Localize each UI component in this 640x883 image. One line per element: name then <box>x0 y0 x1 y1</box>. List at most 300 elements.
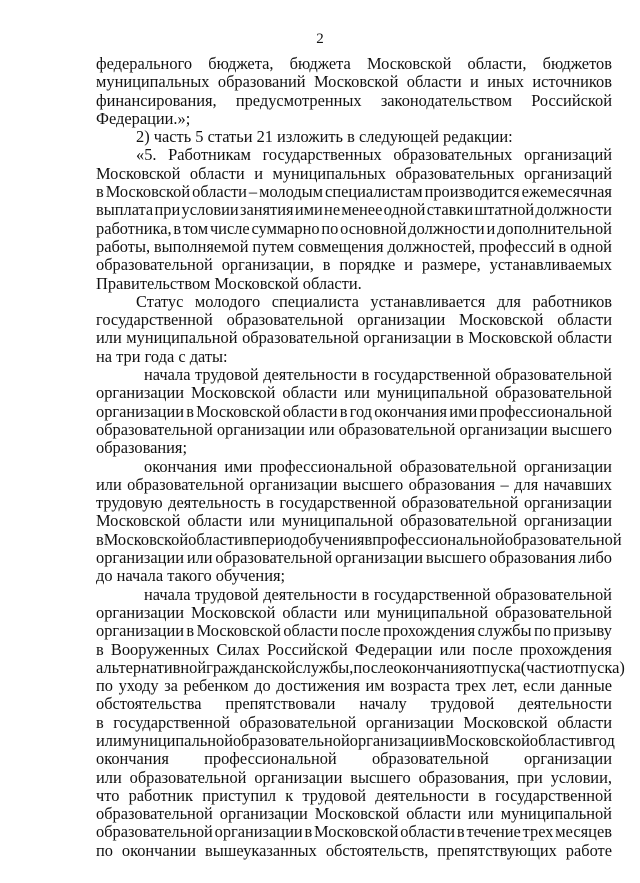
text-line <box>96 622 612 640</box>
word: год <box>592 730 615 750</box>
word: должности <box>535 200 612 220</box>
word: области <box>283 621 339 641</box>
word: организации <box>349 730 438 750</box>
text-line <box>96 695 612 713</box>
word: ими <box>224 456 253 476</box>
word: образования <box>408 474 496 494</box>
word: в <box>558 236 567 256</box>
word: источников <box>532 72 612 92</box>
word: в <box>304 822 313 842</box>
word: Московской <box>96 163 181 183</box>
word: образовательной <box>495 383 612 403</box>
word: организации <box>216 419 305 439</box>
word: трех <box>522 822 554 842</box>
word: образовательной <box>226 310 344 330</box>
word: в <box>361 584 370 604</box>
word: муниципальной <box>376 383 489 403</box>
text-line <box>96 329 612 347</box>
text-line <box>96 512 612 530</box>
text-line <box>96 275 612 293</box>
word: государственной <box>279 493 397 513</box>
word: деятельности <box>375 785 470 805</box>
word: финансирования, <box>96 90 217 110</box>
word: или <box>96 767 122 787</box>
word: области <box>557 712 612 732</box>
word: организации <box>214 822 303 842</box>
text-line-content: до начала такого обучения; <box>96 566 286 586</box>
word: и <box>486 218 496 238</box>
word: одной <box>383 200 426 220</box>
word: образовательной <box>338 419 456 439</box>
text-line <box>96 348 612 366</box>
word: окончания <box>393 657 467 677</box>
word: в <box>478 785 486 805</box>
word: дополнительной <box>497 218 612 238</box>
word: области <box>282 401 338 421</box>
word: образовательной <box>129 767 247 787</box>
word: образовательных <box>395 163 515 183</box>
word: трудовую <box>96 493 163 513</box>
word: отпуска) <box>564 657 625 677</box>
word: одной <box>570 236 612 256</box>
word: государственной <box>373 584 491 604</box>
word: по <box>96 676 113 696</box>
word: Работникам <box>168 145 251 165</box>
word: бюджетов <box>542 54 612 73</box>
word: образовательной <box>495 602 612 622</box>
text-line <box>96 604 612 622</box>
word: трудовой <box>430 694 495 714</box>
word: для <box>514 474 539 494</box>
word: месяцев <box>555 822 612 842</box>
word: в <box>364 529 373 549</box>
word: области <box>187 511 243 531</box>
word: или <box>308 419 335 439</box>
word: организации <box>357 310 446 330</box>
word: альтернативной <box>96 657 207 677</box>
word: области <box>188 529 243 549</box>
word: Московской <box>191 602 276 622</box>
word: если <box>523 676 555 696</box>
word: не <box>324 200 341 220</box>
word: специалиста <box>271 291 359 311</box>
word: в <box>186 621 195 641</box>
text-line-content: образования; <box>96 438 188 458</box>
word: или <box>344 602 370 622</box>
word: высшего <box>350 767 411 787</box>
word: после <box>340 621 381 641</box>
word: основной <box>340 218 407 238</box>
word: или <box>96 730 122 750</box>
word: ежемесячная <box>521 182 612 202</box>
word: Статус <box>136 291 184 311</box>
word: Силах <box>216 639 260 659</box>
word: образовательной <box>399 456 517 476</box>
word: обучения <box>299 529 365 549</box>
word: – <box>500 474 509 494</box>
word: государственной <box>373 365 491 385</box>
word: начала <box>144 365 191 385</box>
text-line-content: на три года с даты: <box>96 346 228 366</box>
word: должности <box>408 218 485 238</box>
word: в <box>186 401 194 421</box>
word: образования, <box>418 767 510 787</box>
word: или <box>249 511 275 531</box>
word: области <box>557 310 612 330</box>
word: по <box>96 840 113 860</box>
word: организации <box>523 493 612 513</box>
word: высшего <box>342 474 404 494</box>
word: в <box>96 529 104 549</box>
text-line <box>96 657 625 677</box>
word: суммарно <box>251 218 320 238</box>
word: ими <box>294 200 323 220</box>
word: до <box>254 676 271 696</box>
word: организации <box>96 383 184 403</box>
word: приступил <box>202 785 277 805</box>
word: или <box>344 383 370 403</box>
word: устанавливается <box>370 291 486 311</box>
word: окончания <box>144 456 217 476</box>
text-line <box>96 55 612 73</box>
text-line <box>96 769 612 787</box>
word: образовательной <box>96 255 213 275</box>
word: службы <box>477 621 532 641</box>
word: совмещения <box>298 236 384 256</box>
word: Московской <box>196 401 281 421</box>
word: им <box>365 676 385 696</box>
word: организации <box>459 419 548 439</box>
text-line <box>96 476 612 494</box>
word: профессиональной <box>259 456 393 476</box>
word: возраста <box>390 676 450 696</box>
word: муниципальной <box>281 511 394 531</box>
text-line <box>96 293 612 311</box>
word: Московской <box>468 328 553 348</box>
word: образовательной <box>96 419 213 439</box>
word: к <box>285 785 294 805</box>
word: по <box>321 218 339 238</box>
word: образовательной <box>96 804 213 824</box>
word: работников <box>532 291 612 311</box>
word: в <box>96 712 104 732</box>
word: или <box>96 328 122 348</box>
word: образовательной <box>96 822 213 842</box>
page-number: 2 <box>316 31 324 47</box>
word: Московской <box>366 54 452 73</box>
word: Московской <box>314 822 399 842</box>
word: Московской <box>314 804 400 824</box>
word: (части <box>520 657 565 677</box>
word: организации <box>219 804 308 824</box>
word: Вооруженных <box>110 639 210 659</box>
word: начавших <box>543 474 612 494</box>
word: области, <box>467 54 527 73</box>
word: год <box>349 401 373 421</box>
text-line <box>96 730 615 750</box>
text-line <box>96 549 612 567</box>
text-line <box>96 384 612 402</box>
word: муниципальной <box>376 602 489 622</box>
text-line <box>96 439 612 457</box>
word: препятствующих <box>437 840 557 860</box>
word: Московской <box>103 529 189 549</box>
word: профессий <box>479 236 555 256</box>
text-line <box>96 146 612 164</box>
word: препятствовали <box>225 694 336 714</box>
word: организации <box>363 328 452 348</box>
word: муниципальной <box>121 730 233 750</box>
word: выполняемой <box>153 236 249 256</box>
word: по <box>533 621 551 641</box>
word: работника, <box>96 218 172 238</box>
word: условии, <box>550 767 612 787</box>
word: области <box>282 602 338 622</box>
word: устанавливаемых <box>489 255 612 275</box>
word: государственной <box>495 785 612 805</box>
word: вышеуказанных <box>204 840 317 860</box>
word: области <box>189 163 245 183</box>
word: предусмотренных <box>235 90 362 110</box>
word: течение <box>466 822 521 842</box>
text-line <box>96 458 612 476</box>
word: работы, <box>96 236 151 256</box>
word: муниципальных <box>272 163 386 183</box>
text-line <box>96 403 612 421</box>
word: путем <box>252 236 295 256</box>
word: образований <box>217 72 306 92</box>
word: при <box>517 767 543 787</box>
word: окончания <box>374 401 448 421</box>
text-line <box>96 586 612 604</box>
text-line <box>96 183 612 201</box>
word: образовательной <box>495 365 612 385</box>
word: прохождения <box>383 621 476 641</box>
word: Московской <box>314 72 399 92</box>
word: в <box>96 182 104 202</box>
word: государственной <box>113 712 231 732</box>
word: после <box>353 657 394 677</box>
word: образовательной <box>232 730 350 750</box>
word: в <box>361 365 370 385</box>
word: организации <box>96 621 184 641</box>
word: высшего <box>425 548 487 568</box>
word: в <box>584 730 593 750</box>
word: в <box>456 822 465 842</box>
word: – <box>248 182 258 202</box>
word: Российской <box>531 90 612 110</box>
word: ребенком <box>183 676 249 696</box>
word: образовательной <box>400 511 517 531</box>
word: деятельности <box>263 365 358 385</box>
word: организации <box>96 548 184 568</box>
word: ставки <box>426 200 474 220</box>
word: работник <box>128 785 194 805</box>
text-line <box>96 641 612 659</box>
word: области <box>282 383 338 403</box>
word: организации <box>523 456 612 476</box>
word: Московской <box>459 310 544 330</box>
text-line <box>96 238 612 256</box>
word: или <box>96 474 122 494</box>
word: либо <box>578 548 612 568</box>
word: трудовой <box>195 584 259 604</box>
word: организации <box>523 749 612 769</box>
text-line <box>96 805 612 823</box>
word: организации <box>249 474 338 494</box>
word: образовательной <box>495 584 612 604</box>
text-line <box>96 256 612 274</box>
word: организации <box>335 548 424 568</box>
word: Московской <box>105 182 191 202</box>
word: в <box>173 218 182 238</box>
word: области <box>192 182 247 202</box>
word: образовательной <box>215 548 333 568</box>
word: деятельности <box>263 584 358 604</box>
word: Московской <box>445 730 530 750</box>
word: производится <box>424 182 520 202</box>
word: гражданской <box>206 657 296 677</box>
word: данные <box>560 676 612 696</box>
word: организации <box>254 767 343 787</box>
word: «5. <box>136 145 157 165</box>
word: прохождения <box>519 639 612 659</box>
word: в <box>96 639 104 659</box>
text-line <box>96 677 612 695</box>
word: уходу <box>118 676 159 696</box>
word: работе <box>565 840 612 860</box>
text-line <box>96 220 612 238</box>
word: молодого <box>194 291 261 311</box>
word: отпуска <box>466 657 521 677</box>
word: специалистам <box>325 182 423 202</box>
word: для <box>496 291 521 311</box>
word: в <box>266 493 274 513</box>
word: образовательной <box>239 712 357 732</box>
word: федерального <box>96 54 193 73</box>
word: профессиональной <box>479 401 612 421</box>
text-line <box>96 494 612 512</box>
word: или <box>467 804 494 824</box>
word: порядке <box>339 255 396 275</box>
word: организации <box>523 511 612 531</box>
word: области <box>529 730 585 750</box>
word: бюджета, <box>208 54 274 73</box>
word: началу <box>359 694 407 714</box>
word: образовательной <box>371 749 489 769</box>
word: службы, <box>295 657 354 677</box>
word: организации <box>96 401 184 421</box>
word: области <box>406 72 462 92</box>
word: окончании <box>121 840 197 860</box>
word: образовательных <box>393 145 513 165</box>
word: муниципальной <box>500 804 612 824</box>
word: деятельности <box>518 694 612 714</box>
text-line-content: Федерации.»; <box>96 108 191 128</box>
word: образовательной <box>504 529 622 549</box>
word: штатной <box>474 200 535 220</box>
word: в <box>322 255 331 275</box>
text-line-content: Правительством Московской области. <box>96 273 362 293</box>
word: высшего <box>551 419 612 439</box>
text-line <box>96 366 612 384</box>
word: иных <box>487 72 524 92</box>
word: выплата <box>96 200 154 220</box>
text-line <box>96 201 612 219</box>
word: трудовой <box>302 785 367 805</box>
word: менее <box>341 200 383 220</box>
text-line <box>96 311 612 329</box>
word: или <box>186 548 213 568</box>
word: бюджета <box>289 54 351 73</box>
word: образования <box>489 548 576 568</box>
word: окончания <box>96 749 169 769</box>
text-line <box>96 421 612 439</box>
word: за <box>164 676 178 696</box>
word: ими <box>449 401 478 421</box>
word: условии <box>181 200 239 220</box>
word: том <box>182 218 209 238</box>
word: и <box>404 255 413 275</box>
text-line <box>96 92 612 110</box>
word: области <box>557 328 612 348</box>
word: или <box>439 639 466 659</box>
word: Российской <box>267 639 348 659</box>
word: начала <box>144 584 191 604</box>
word: образовательной <box>401 493 519 513</box>
word: области <box>406 804 461 824</box>
word: после <box>472 639 513 659</box>
text-line <box>96 823 612 841</box>
word: организаций <box>523 163 612 183</box>
word: Федерации <box>355 639 433 659</box>
text-line <box>96 750 612 768</box>
word: муниципальной <box>126 328 238 348</box>
text-line <box>96 165 612 183</box>
word: трудовой <box>195 365 259 385</box>
word: и <box>470 72 479 92</box>
word: что <box>96 785 120 805</box>
word: организации, <box>221 255 314 275</box>
word: лет, <box>491 676 518 696</box>
text-line <box>96 110 612 128</box>
word: образовательной <box>127 474 244 494</box>
text-line-content: 2) часть 5 статьи 21 изложить в следующей редакции: <box>136 127 513 147</box>
word: государственной <box>96 310 213 330</box>
word: обстоятельств, <box>325 840 429 860</box>
word: области <box>400 822 456 842</box>
word: государственных <box>262 145 382 165</box>
word: занятия <box>239 200 294 220</box>
word: числе <box>209 218 250 238</box>
word: образовательной <box>242 328 359 348</box>
word: муниципальных <box>96 72 210 92</box>
word: период <box>250 529 300 549</box>
word: молодым <box>259 182 324 202</box>
word: должностей, <box>387 236 476 256</box>
word: Московской <box>196 621 281 641</box>
word: Московской <box>191 383 276 403</box>
text-line <box>96 73 612 91</box>
word: в <box>339 401 348 421</box>
word: достижения <box>276 676 360 696</box>
word: профессиональной <box>204 749 337 769</box>
word: Московской <box>463 712 548 732</box>
word: при <box>154 200 181 220</box>
text-line <box>96 842 612 860</box>
word: Московской <box>96 511 181 531</box>
word: в <box>455 328 464 348</box>
